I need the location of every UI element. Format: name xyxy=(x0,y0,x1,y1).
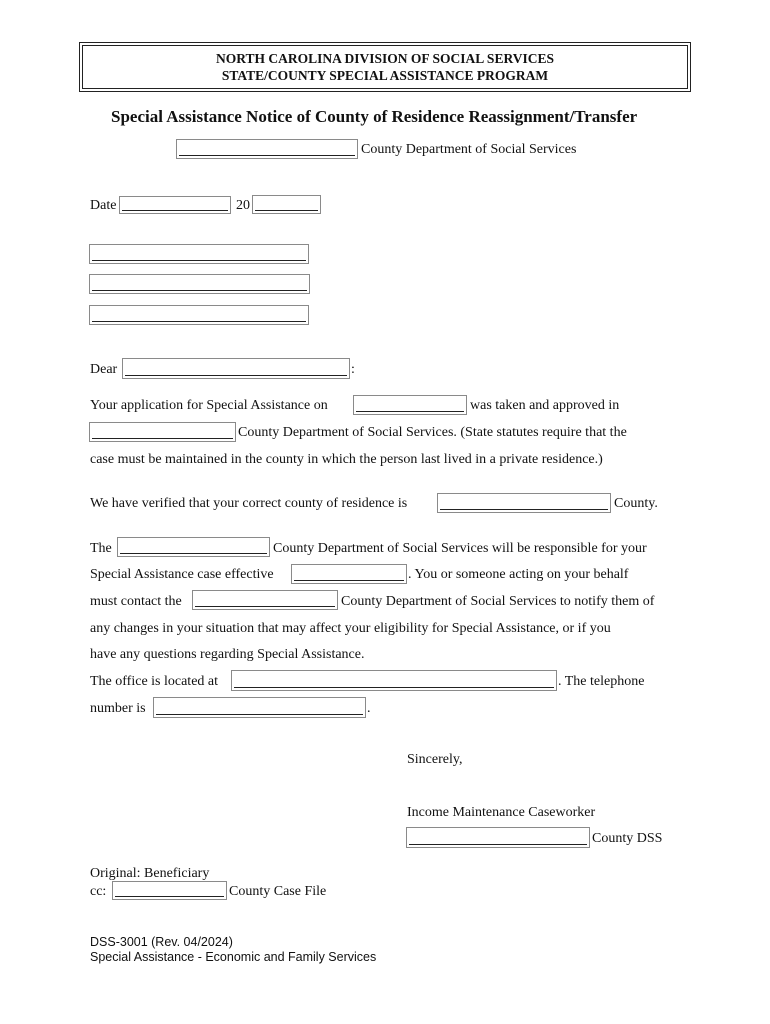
para3-line2-b: . You or someone acting on your behalf xyxy=(408,567,629,582)
para1-line3: case must be maintained in the county in which the person last lived in a private residence.) xyxy=(90,452,603,467)
para1-line2-b: County Department of Social Services. (State statutes require that the xyxy=(238,425,627,440)
para3-line1-a: The xyxy=(90,541,112,556)
address-line-2-field[interactable] xyxy=(89,274,310,294)
para3-line6-a: The office is located at xyxy=(90,674,219,689)
header-line-2: STATE/COUNTY SPECIAL ASSISTANCE PROGRAM xyxy=(221,68,549,83)
county-dept-field[interactable] xyxy=(176,139,358,159)
year-prefix: 20 xyxy=(236,198,250,213)
cc-suffix: County Case File xyxy=(229,884,327,899)
division-name: Special Assistance - Economic and Family Services xyxy=(90,950,377,964)
residence-county-field[interactable] xyxy=(437,493,611,513)
original-label: Original: Beneficiary xyxy=(90,866,210,881)
telephone-field[interactable] xyxy=(153,697,366,718)
header-line-1: NORTH CAROLINA DIVISION OF SOCIAL SERVICES xyxy=(215,51,554,66)
office-address-field[interactable] xyxy=(231,670,557,691)
para3-line6-b: . The telephone xyxy=(558,674,645,689)
address-line-3-field[interactable] xyxy=(89,305,309,325)
recipient-name-field[interactable] xyxy=(122,358,350,379)
dear-colon: : xyxy=(351,362,355,377)
responsible-county-field[interactable] xyxy=(117,537,270,557)
address-line-1-field[interactable] xyxy=(89,244,309,264)
para3-line4: any changes in your situation that may affect your eligibility for Special Assistance, or if you xyxy=(90,621,611,636)
county-dept-label: County Department of Social Services xyxy=(361,142,577,157)
effective-date-field[interactable] xyxy=(291,564,407,584)
year-field[interactable] xyxy=(252,195,321,214)
para3-line7-a: number is xyxy=(90,701,146,716)
dear-label: Dear xyxy=(90,362,118,377)
para3-line3-b: County Department of Social Services to notify them of xyxy=(341,594,655,609)
header-box xyxy=(82,45,688,89)
caseworker-title: Income Maintenance Caseworker xyxy=(407,805,596,820)
form-id: DSS-3001 (Rev. 04/2024) xyxy=(90,935,233,949)
date-label: Date xyxy=(90,198,117,213)
county-dss-label: County DSS xyxy=(592,831,663,846)
para3-line7-b: . xyxy=(367,701,371,716)
para3-line3-a: must contact the xyxy=(90,594,182,609)
sincerely-text: Sincerely, xyxy=(407,752,463,767)
para3-line1-b: County Department of Social Services will be responsible for your xyxy=(273,541,647,556)
para1-line1-a: Your application for Special Assistance on xyxy=(90,398,328,413)
para1-line1-b: was taken and approved in xyxy=(470,398,620,413)
para3-line5: have any questions regarding Special Assistance. xyxy=(90,647,365,662)
date-field[interactable] xyxy=(119,196,231,214)
para3-line2-a: Special Assistance case effective xyxy=(90,567,274,582)
para2-text-a: We have verified that your correct county of residence is xyxy=(90,496,408,511)
contact-county-field[interactable] xyxy=(192,590,338,610)
page-title: Special Assistance Notice of County of Residence Reassignment/Transfer xyxy=(111,107,638,126)
caseworker-county-field[interactable] xyxy=(406,827,590,848)
para2-text-b: County. xyxy=(614,496,658,511)
cc-label: cc: xyxy=(90,884,107,899)
application-date-field[interactable] xyxy=(353,395,467,415)
cc-county-field[interactable] xyxy=(112,881,227,900)
approved-county-field[interactable] xyxy=(89,422,236,442)
